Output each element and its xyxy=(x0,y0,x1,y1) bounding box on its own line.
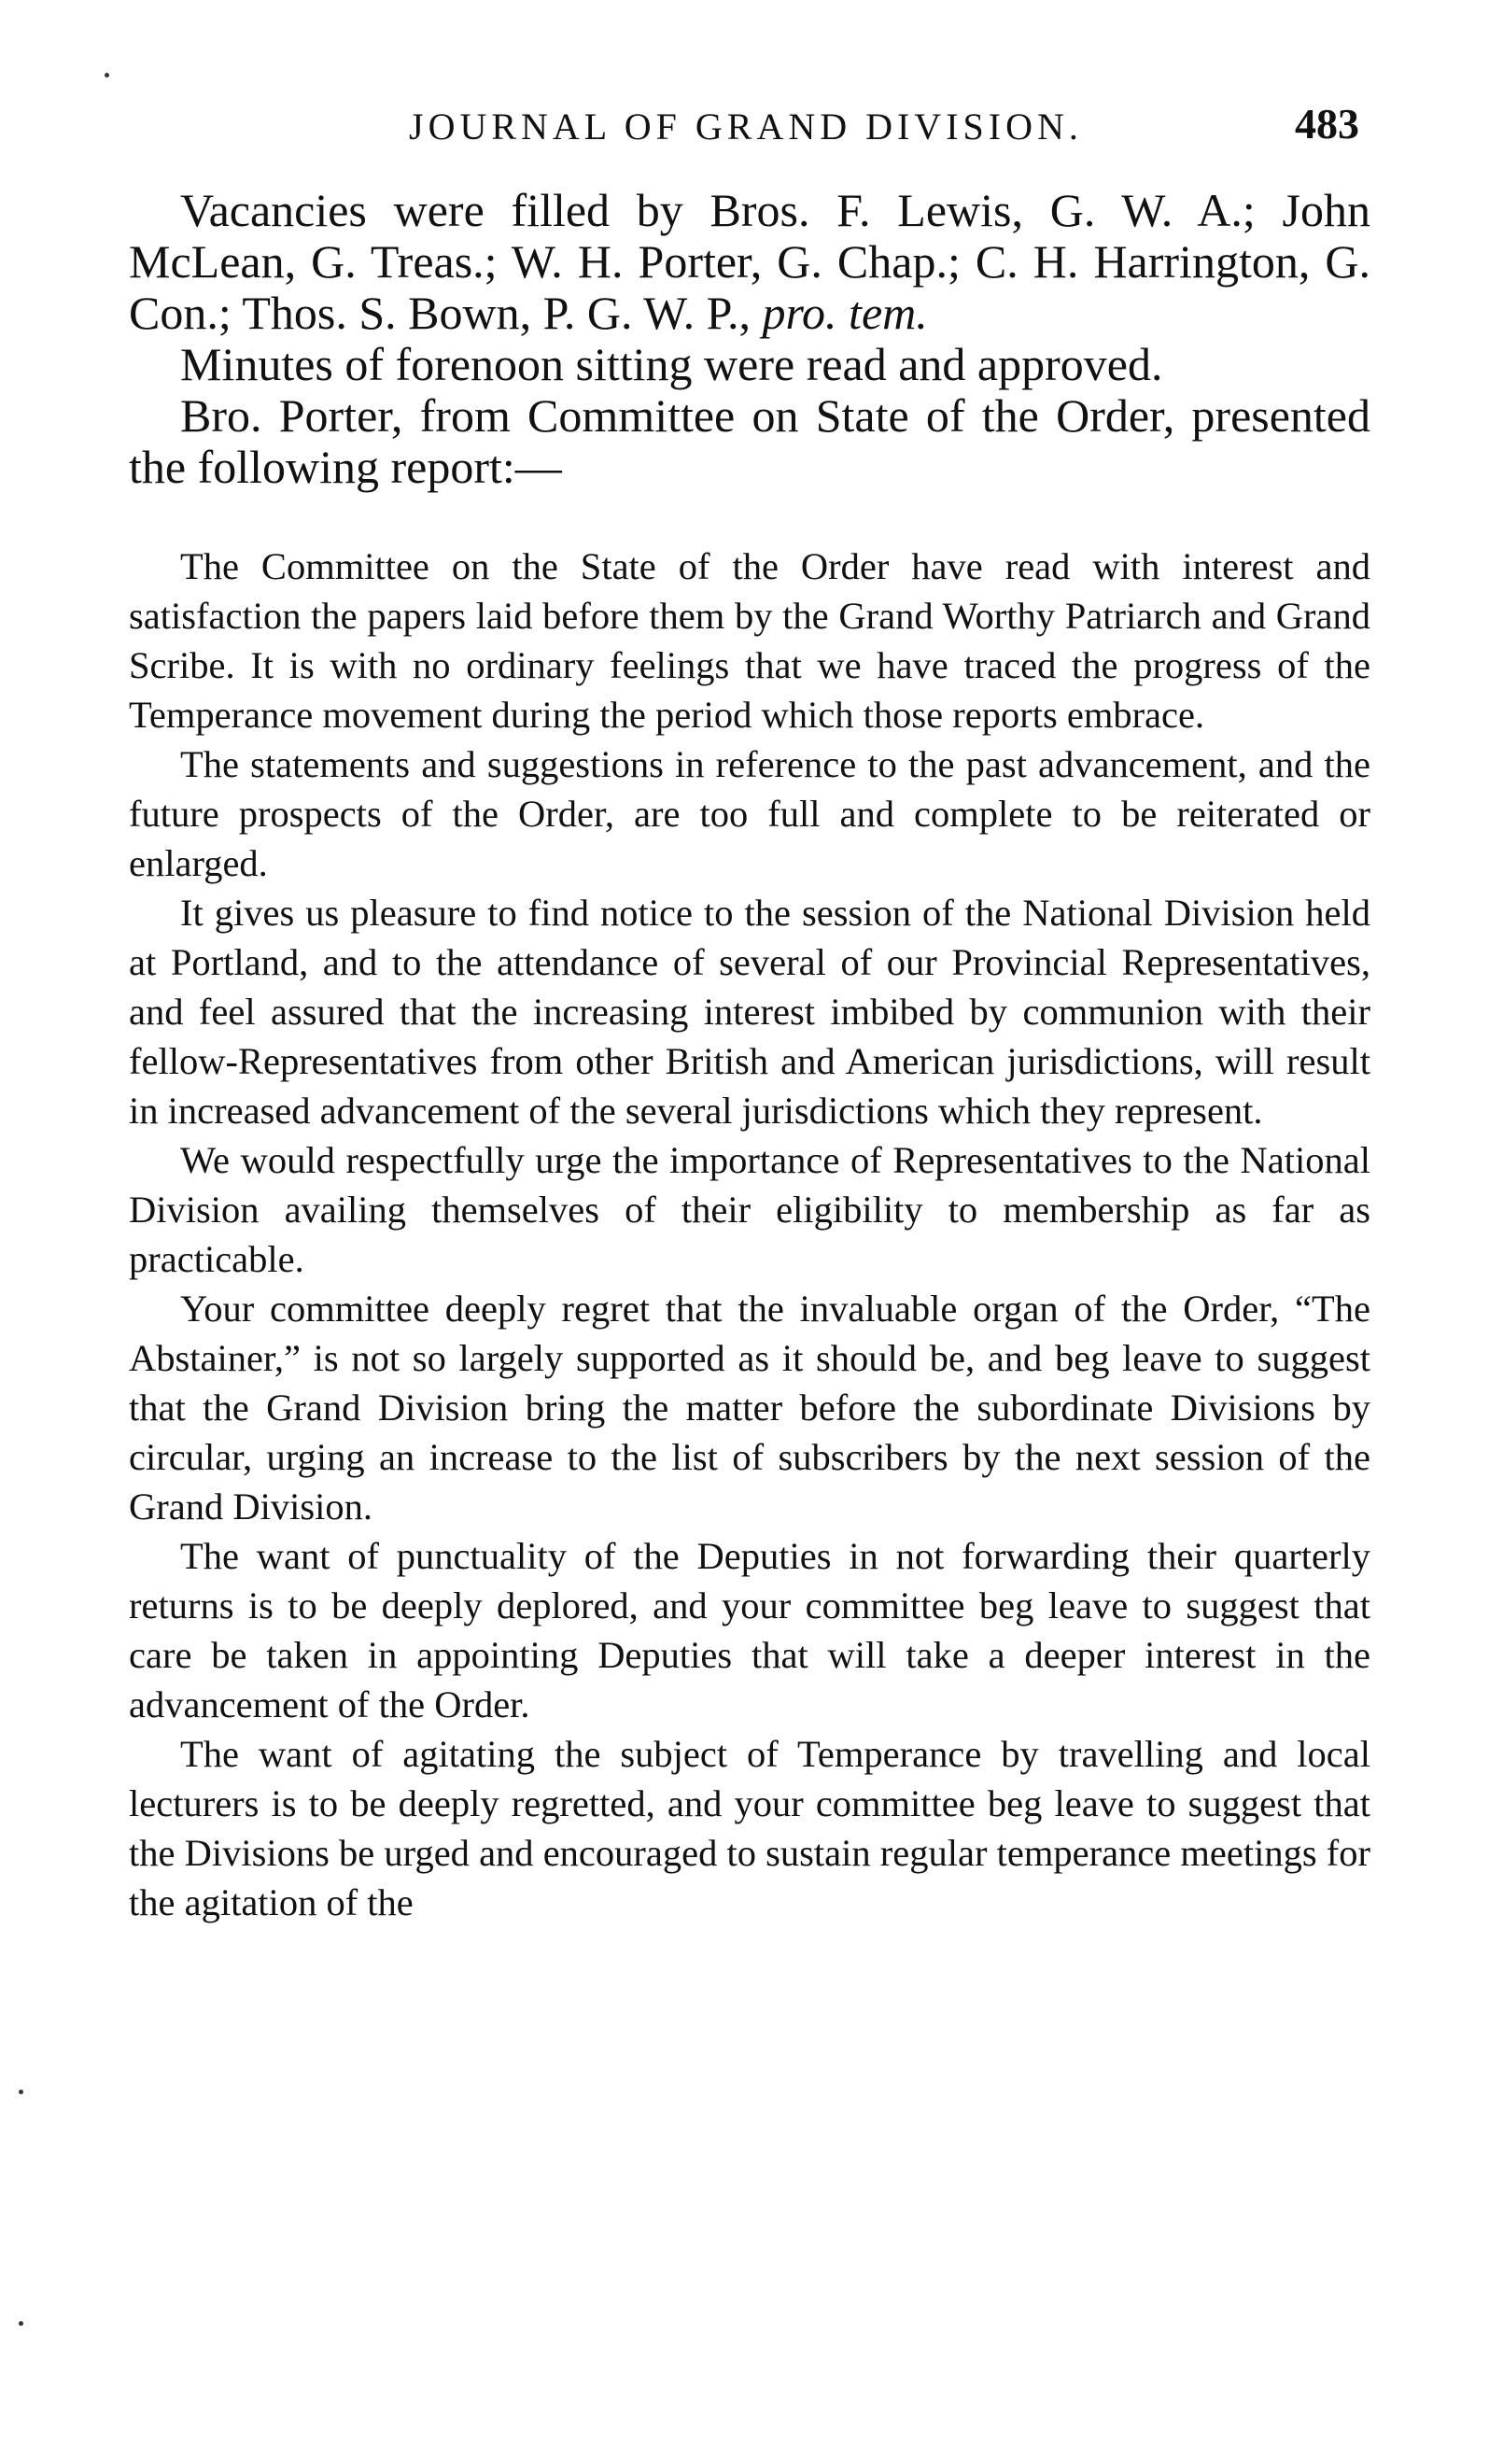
vacancies-text: Vacancies were filled by Bros. F. Lewis, G. W. A.; John McLean, G. Treas.; W. H. Porter, G. Chap.; C. H. Harrington, G. Con.; Thos. S. Bown, P. G. W. P., xyxy=(129,184,1370,339)
running-head xyxy=(129,93,1370,159)
report-paragraph: The Committee on the State of the Order have read with interest and satisfaction the papers laid before them by the Grand Worthy Patriarch and Grand Scribe. It is with no ordinary feelings that we have traced the progress of the Temperance movement during the period which those reports embrace. xyxy=(129,545,1370,736)
page-number: 483 xyxy=(1295,100,1359,148)
margin-speck xyxy=(19,2090,23,2094)
porter-report-paragraph: Bro. Porter, from Committee on State of the Order, presented the following report:— xyxy=(129,389,1370,493)
margin-speck xyxy=(105,73,109,77)
report-paragraph: It gives us pleasure to find notice to the session of the National Division held at Portland, and to the attendance of several of our Provincial Representatives, and feel assured that the increasing interest imbibed by communion with their fellow-Representatives from other British and American jurisdictions, will result in increased advancement of the several jurisdictions which they represent. xyxy=(129,892,1370,1132)
report-paragraph: Your committee deeply regret that the invaluable organ of the Order, “The Abstainer,” is not so largely supported as it should be, and beg leave to suggest that the Grand Division bring the matter before the subordinate Divisions by circular, urging an increase to the list of subscribers by the next session of the Grand Division. xyxy=(129,1288,1370,1528)
pro-tem-italic: pro. tem. xyxy=(762,287,928,339)
margin-speck xyxy=(19,2321,23,2326)
report-paragraph: The want of agitating the subject of Temperance by travelling and local lecturers is to be deeply regretted, and your committee beg leave to suggest that the Divisions be urged and encouraged to sustain regular temperance meetings for the agitation of the xyxy=(129,1733,1370,1923)
report-paragraph: We would respectfully urge the importance of Representatives to the National Division availing themselves of their eligibility to membership as far as practicable. xyxy=(129,1139,1370,1280)
report-paragraph: The want of punctuality of the Deputies in not forwarding their quarterly returns is to be deeply deplored, and your committee beg leave to suggest that care be taken in appointing Deputies that will take a deeper interest in the advancement of the Order. xyxy=(129,1535,1370,1725)
minutes-section xyxy=(129,185,1370,493)
report-paragraph: The statements and suggestions in reference to the past advancement, and the future prospects of the Order, are too full and complete to be reiterated or enlarged. xyxy=(129,743,1370,884)
committee-report xyxy=(129,542,1370,1927)
book-page xyxy=(129,93,1370,1927)
vacancies-paragraph xyxy=(129,185,1370,339)
minutes-approval-paragraph: Minutes of forenoon sitting were read and approved. xyxy=(180,338,1163,390)
running-title: JOURNAL OF GRAND DIVISION. xyxy=(409,106,1083,148)
